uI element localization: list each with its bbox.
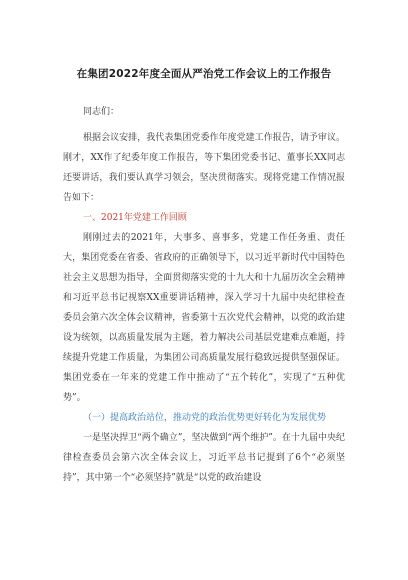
point-one-paragraph: 一是坚决捍卫“两个确立”，坚决做到“两个维护”。在十九届中央纪律检查委员会第六次全体会议上，习近平总书记提到了6个“必须坚持”，其中第一个“必须坚持”就是“以党的政治建设 (63, 433, 345, 483)
section-heading-review: 一、2021年党建工作回顾 (83, 213, 187, 223)
salutation: 同志们： (83, 107, 120, 117)
intro-paragraph: 根据会议安排，我代表集团党委作年度党建工作报告，请予审议。刚才，XX作了纪委年度工作报告，等下集团党委书记、董事长XX同志还要讲话，我们要认真学习领会，坚决贯彻落实。现将党建工作情况报告如下： (63, 133, 345, 203)
review-paragraph: 刚刚过去的2021年，大事多、喜事多，党建工作任务重、责任大，集团党委在省委、省政府的正确领导下，以习近平新时代中国特色社会主义思想为指导，全面贯彻落实党的十九大和十九届历次全会精神和习近平总书记视察XX重要讲话精神，深入学习十九届中央纪律检查委员会第六次全体会议精神，省委第十五次党代会精神，以党的政治建设为统领，以高质量发展为主题，着力解决公司基层党建难点难题，持续提升党建工作质量，为集团公司高质量发展行稳致远提供坚强保证。集团党委在一年来的党建工作中推动了“五个转化”，实现了“五种优势”。 (63, 233, 345, 403)
subsection-heading-politics: （一）提高政治站位，推动党的政治优势更好转化为发展优势 (83, 413, 327, 423)
document-title: 在集团2022年度全面从严治党工作会议上的工作报告 (76, 68, 332, 80)
